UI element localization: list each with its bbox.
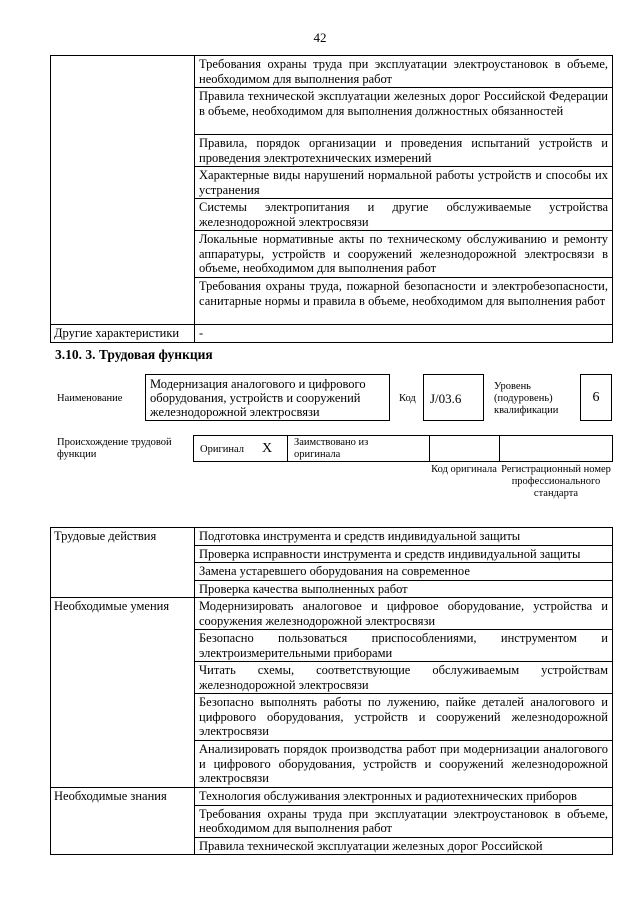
borrowed-label: Заимствовано из оригинала — [294, 437, 369, 460]
list-item: Системы электропитания и другие обслуживаемые устройства железнодорожной электросвязи — [195, 199, 613, 231]
list-item: Характерные виды нарушений нормальной работы устройств и способы их устранения — [195, 167, 613, 199]
list-item: Читать схемы, соответствующие обслуживаемым устройствам железнодорожной электросвязи — [195, 662, 613, 694]
function-name-box — [145, 374, 390, 421]
table-row — [51, 56, 613, 88]
original-label: Оригинал — [200, 444, 244, 455]
code-label: Код — [399, 393, 416, 404]
list-item: Безопасно выполнять работы по лужению, пайке деталей аналогового и цифрового оборудования, устройств и сооружений железнодорожной электросвязи — [195, 694, 613, 741]
required-skills-label: Необходимые умения — [51, 598, 195, 788]
section-heading: 3.10. 3. Трудовая функция — [55, 347, 213, 362]
list-item: Правила технической эксплуатации железных дорог Российской Федерации в объеме, необходимом для выполнения должностных обязанностей — [195, 88, 613, 135]
list-item: Требования охраны труда при эксплуатации электроустановок в объеме, необходимом для выполнения работ — [195, 56, 613, 88]
function-table — [50, 527, 613, 855]
list-item: Безопасно пользоваться приспособлениями, инструментом и электроизмерительными приборами — [195, 630, 613, 662]
original-mark: X — [262, 441, 273, 456]
list-item: Правила, порядок организации и проведения испытаний устройств и проведения электротехнических измерений — [195, 135, 613, 167]
table-row — [51, 528, 613, 546]
labor-actions-label: Трудовые действия — [51, 528, 195, 598]
list-item: Замена устаревшего оборудования на современное — [195, 563, 613, 581]
table-row — [51, 788, 613, 806]
list-item: Анализировать порядок производства работ при модернизации аналогового и цифрового оборудования, устройств и сооружений железнодорожной электросвязи — [195, 741, 613, 788]
list-item: Требования охраны труда при эксплуатации электроустановок в объеме, необходимом для выполнения работ — [195, 805, 613, 837]
function-name: Модернизация аналогового и цифрового оборудования, устройств и сооружений железнодорожной электросвязи — [150, 377, 366, 419]
other-characteristics-value: - — [195, 325, 613, 343]
list-item: Подготовка инструмента и средств индивидуальной защиты — [195, 528, 613, 546]
code-box — [423, 374, 484, 421]
other-characteristics-label: Другие характеристики — [51, 325, 195, 343]
table-row — [51, 325, 613, 343]
page-number: 42 — [313, 30, 327, 45]
top-knowledge-table — [50, 55, 613, 343]
list-item: Локальные нормативные акты по техническому обслуживанию и ремонту аппаратуры, устройств и сооружений железнодорожной электросвязи в объеме, необходимом для выполнения работ — [195, 231, 613, 278]
origin-boxes — [193, 435, 613, 462]
reg-number-caption: Регистрационный номер профессионального стандарта — [501, 464, 611, 499]
list-item: Проверка исправности инструмента и средств индивидуальной защиты — [195, 545, 613, 563]
name-label: Наименование — [57, 393, 123, 404]
required-knowledge-label: Необходимые знания — [51, 788, 195, 855]
empty-label-cell — [51, 56, 195, 325]
list-item: Проверка качества выполненных работ — [195, 580, 613, 598]
table-row — [51, 598, 613, 630]
list-item: Технология обслуживания электронных и радиотехнических приборов — [195, 788, 613, 806]
level-value: 6 — [592, 390, 600, 405]
code-value: J/03.6 — [430, 391, 462, 406]
list-item: Правила технической эксплуатации железных дорог Российской — [195, 837, 613, 855]
origin-label: Происхождение трудовой функции — [57, 437, 172, 460]
level-label: Уровень (подуровень) квалификации — [494, 381, 559, 416]
code-original-caption: Код оригинала — [431, 464, 497, 475]
list-item: Требования охраны труда, пожарной безопасности и электробезопасности, санитарные нормы и правила в объеме, необходимом для выполнения работ — [195, 278, 613, 325]
level-box — [580, 374, 612, 421]
list-item: Модернизировать аналоговое и цифровое оборудование, устройства и сооружения железнодорожной электросвязи — [195, 598, 613, 630]
